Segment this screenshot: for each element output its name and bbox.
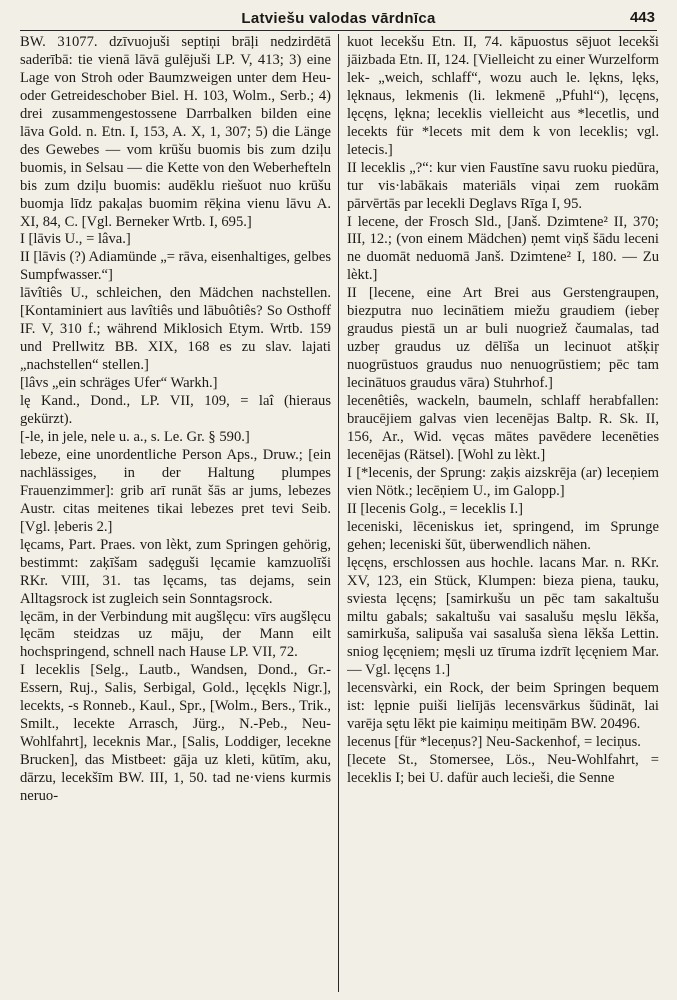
column-divider <box>338 34 339 992</box>
entry-text: BW. 31077. dzīvuojuši septiņi brāļi nedzirdētā saderībā: tie vienā lāvā gulējuši LP. V, 413; 3) eine Lage von Stroh oder Baumzweigen unter dem Heu- oder Getreideschober Biel. H. 103, Wolm., Serb.; 4) drei zusammengestossene Darrbalken bilden eine lāva Gold. n. Etn. I, 153, A. X, 1, 307; 5) die Länge des Gewebes — vom krūšu buomis bis zum dziļu buomis, in Selsau — die Kette von den Weberhefteln bis zum dziļu buomis: audēklu riešuot nuo krūšu buomja līdz pakaļas buomim rēķina vienu lāvu A. XI, 84, C. [Vgl. Berneker Wrtb. I, 695.] <box>20 34 331 230</box>
entry-text: lęcęns, erschlossen aus hochle. lacans Mar. n. RKr. XV, 123, ein Stück, Klumpen: bieza piena, tauku, sviesta lęcęns; [samirkušu un pēc tam sakaltušu miltu gabals; sakaltušu vai sasalušu męslu lēkša, samirkuša, salipuša vai sasaluša sìena lēkša Lettin. sniog lęcęniem; męsli uz tīruma izdrīt lęcęniem Mar. — Vgl. lęcęns 1.] <box>347 554 659 679</box>
entry-text: lāvîtiês U., schleichen, den Mädchen nachstellen. [Kontaminiert aus lavîtiês und lābuôtiês? So Osthoff IF. V, 310 f.; während Miklosich Etym. Wrtb. 159 und Prellwitz BB. XIX, 168 es zu slav. lajati „nachstellen“ stellen.] <box>20 285 331 374</box>
page-number: 443 <box>629 9 655 26</box>
entry-text: lęcām, in der Verbindung mit augšlęcu: vīrs augšlęcu lęcām steidzas uz māju, der Mann eilt hochspringend, schnell nach Hause LP. VII, 72. <box>20 608 331 661</box>
entry-text: lecenus [für *leceņus?] Neu-Sackenhof, = leciņus. <box>347 734 641 751</box>
entry-text: lecensvàrki, ein Rock, der beim Springen bequem ist: lępnie puiši lielījās lecensvārkus šūdināt, lai varēja sętu lēkt pie kaimiņu meitiņām BW. 20496. <box>347 680 659 733</box>
page-header <box>20 6 657 31</box>
entry-text: I [*lecenis, der Sprung: zaķis aizskrēja (ar) leceņiem vien Nötk.; lecēņiem U., im Galopp.] <box>347 464 659 499</box>
entry-text: [lecete St., Stomersee, Lös., Neu-Wohlfahrt, = leceklis I; bei U. dafür auch lecieši, die Senne <box>347 752 659 787</box>
entry-text: lę Kand., Dond., LP. VII, 109, = laî (hierаus gekürzt). <box>20 393 331 428</box>
entry-text: I [lāvis U., = lâva.] <box>20 231 131 248</box>
entry-text: II [lāvis (?) Adiamünde „= rāva, eisenhaltiges, gelbes Sumpfwasser.“] <box>20 249 331 284</box>
entry-text: kuot lecekšu Etn. II, 74. kāpuostus sējuot lecekši jāizbada Etn. II, 124. [Vielleicht zu einer Wurzelform lek- „weich, schlaff“, wozu auch le. lękns, lęks, lęknaus, lekmenis (li. lekmenē „Pfuhl“), lęcęns, lęcęns, lękna; leceklis vielleicht aus *lecetlis, und lecekts für *lecets mit dem k von leceklis; vgl. letecis.] <box>347 34 659 158</box>
entry-text: leceniski, lēceniskus iet, springend, im Sprunge gehen; leceniski šūt, überwendlich nähen. <box>347 518 659 553</box>
entry-text: [-le, in jele, nele u. a., s. Le. Gr. § 590.] <box>20 428 250 445</box>
page-title: Latviešu valodas vārdnīca <box>241 9 436 27</box>
entry-text: [lâvs „ein schräges Ufer“ Warkh.] <box>20 375 218 392</box>
entry-text: II leceklis „?“: kur vien Faustīne savu ruoku piedūra, tur vis·labākais materiāls viņai zem ruokām pārvērtās par lecekli Deglavs Rīga I, 95. <box>347 159 659 212</box>
right-column <box>347 34 659 996</box>
entry-text: II [lecenis Golg., = leceklis I.] <box>347 500 523 517</box>
entry-text: II [lecene, eine Art Brei aus Gerstengraupen, biezputra nuo lecinātiem miežu graudiem (iebeŗ graudus piestā un ar buli nuogriež čaumalas, tad uzbeŗ graudus uz dēlīša un lecinuot atšķiŗ nuogrūstuos graudus nuo nenuogrūstiem; pēc tam lecinātuos graudus vāra) Stuhrhof.] <box>347 285 659 392</box>
entry-text: lęcams, Part. Praes. von lèkt, zum Springen gehörig, bestimmt: zaķīšam sadęguši lęcamie kamzuolīši RKr. VIII, 31. tas lęcams, tas dejams, sein Alltagsrock ist zugleich sein Sonntagsrock. <box>20 536 331 607</box>
entry-text: lecenêtiês, wackeln, baumeln, schlaff herabfallen: braucējiem galvas vien lecenējas Baltp. R. Sk. II, 156, Ar., Wid. vęcas mātes pavēdere lecenēties lecenējas (Rätsel). [Wohl zu lèkt.] <box>347 393 659 463</box>
left-column <box>20 34 331 996</box>
entry-text: I lecene, der Frosch Sld., [Janš. Dzimtene² II, 370; III, 12.; (von einem Mädchen) ņemt viņš šādu leceni ne duomāt neduomā Janš. Dzimtene² I, 180. — Zu lèkt.] <box>347 213 659 284</box>
entry-text: lebeze, eine unordentliche Person Aps., Druw.; [ein nachlässiges, in der Haltung plumpes Frauenzimmer]: grib arī runāt šās ar jums, lebezes Austr. citas meitenes tikai lebezes pret tevi Seib. [Vgl. ļeberis 2.] <box>20 446 331 535</box>
entry-text: I leceklis [Selg., Lautb., Wandsen, Dond., Gr.-Essern, Ruj., Salis, Serbigal, Gold., lęcękls Nigr.], lecekts, -s Ronneb., Kaul., Spr., [Wolm., Bers., Trik., Smilt., lecekte Arrasch, Jürg., N.-Peb., Neu-Wohlfahrt], leceknis Mar., [Salis, Loddiger, lecekne Brucken], das Mistbeet: gāja uz kleti, kūtīm, aku, dārzu, lecekšīm BW. III, 1, 50. tad ne·viens kurmis neruo- <box>20 662 331 805</box>
